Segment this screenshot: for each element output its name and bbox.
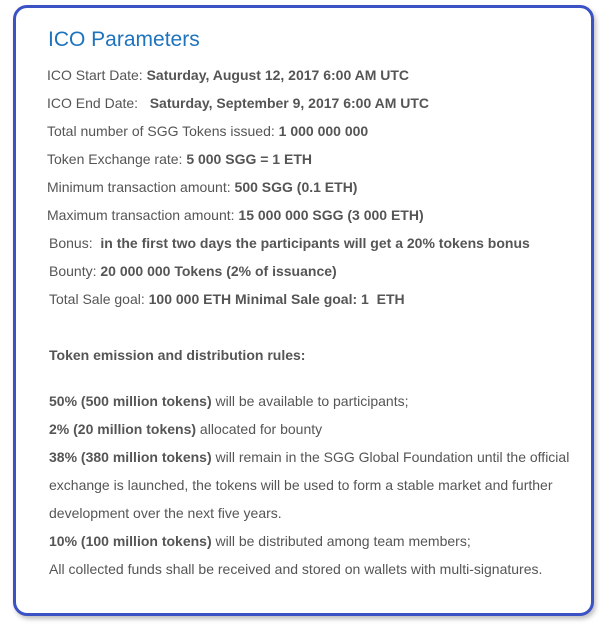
rule-bold: 10% (100 million tokens) <box>49 533 212 549</box>
rule-text: will be available to participants; <box>211 393 409 409</box>
param-label: Minimum transaction amount: <box>47 179 235 195</box>
param-label: Bounty: <box>49 263 101 279</box>
param-label: Total Sale goal: <box>49 291 149 307</box>
param-sale-goal <box>49 290 405 308</box>
param-label: ICO Start Date: <box>47 67 147 83</box>
rule-text: exchange is launched, the tokens will be used to form a stable market and further <box>49 477 553 493</box>
param-label: Token Exchange rate: <box>47 151 187 167</box>
rule-bounty <box>49 420 322 438</box>
param-min-transaction <box>47 178 357 196</box>
param-start-date <box>47 66 409 84</box>
param-value: Saturday, August 12, 2017 6:00 AM UTC <box>146 67 410 83</box>
param-label: ICO End Date: <box>47 95 150 111</box>
ico-parameters-card <box>13 5 594 616</box>
param-value: 100 000 ETH Minimal Sale goal: 1 ETH <box>148 291 405 307</box>
rule-participants <box>49 392 409 410</box>
param-end-date <box>47 94 429 112</box>
param-bonus <box>49 234 530 252</box>
param-value: 5 000 SGG = 1 ETH <box>186 151 312 167</box>
rules-heading: Token emission and distribution rules: <box>49 347 306 363</box>
rule-funds <box>49 560 542 578</box>
param-label: Maximum transaction amount: <box>47 207 239 223</box>
rule-team <box>49 532 471 550</box>
rule-text: will remain in the SGG Global Foundation until the official <box>211 449 570 465</box>
param-label: Bonus: <box>49 235 101 251</box>
rule-text: All collected funds shall be received and stored on wallets with multi-signatures. <box>49 561 543 577</box>
rule-text: allocated for bounty <box>196 421 323 437</box>
param-bounty <box>49 262 337 280</box>
param-total-tokens <box>47 122 368 140</box>
rule-bold: 38% (380 million tokens) <box>49 449 212 465</box>
param-max-transaction <box>47 206 424 224</box>
param-value: 1 000 000 000 <box>278 123 369 139</box>
rule-foundation-cont-2 <box>49 504 282 522</box>
param-value: in the first two days the participants will get a 20% tokens bonus <box>100 235 530 251</box>
param-value: Saturday, September 9, 2017 6:00 AM UTC <box>149 95 430 111</box>
rule-foundation <box>49 448 569 466</box>
param-label: Total number of SGG Tokens issued: <box>47 123 279 139</box>
param-value: 500 SGG (0.1 ETH) <box>234 179 358 195</box>
rule-text: will be distributed among team members; <box>211 533 471 549</box>
rule-text: development over the next five years. <box>49 505 282 521</box>
rule-bold: 50% (500 million tokens) <box>49 393 212 409</box>
param-exchange-rate <box>47 150 312 168</box>
rule-bold: 2% (20 million tokens) <box>49 421 197 437</box>
param-value: 20 000 000 Tokens (2% of issuance) <box>100 263 337 279</box>
card-title: ICO Parameters <box>48 28 200 51</box>
param-value: 15 000 000 SGG (3 000 ETH) <box>238 207 424 223</box>
rule-foundation-cont-1 <box>49 476 553 494</box>
